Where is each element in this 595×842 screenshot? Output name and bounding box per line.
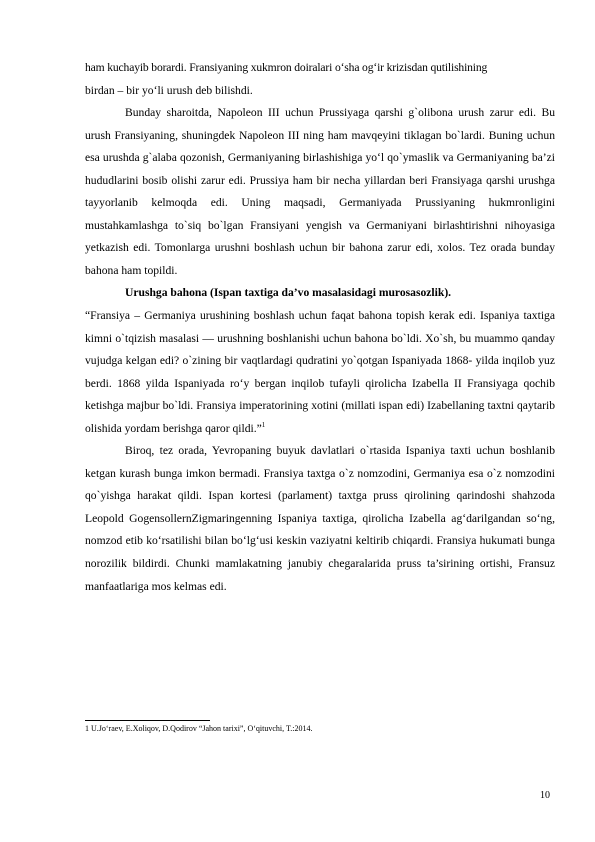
footnote: 1 U.Jo‘raev, E.Xoliqov, D.Qodirov “Jahon tarixi”, O‘qituvchi, T.:2014. (85, 724, 313, 733)
continued-line-1: ham kuchayib borardi. Fransiyaning xukmron doiralari o‘sha og‘ir krizisdan qutilishining (85, 61, 488, 74)
page-number: 10 (540, 790, 550, 801)
paragraph-3: Biroq, tez orada, Yevropaning buyuk davlatlari o`rtasida Ispaniya taxti uchun boshlanib ketgan kurash bunga imkon bermadi. Fransiya taxtga o`z nomzodini, Germaniya esa o`z nomzodini qo`yishga harakat qildi. Ispan kortesi (parlament) taxtga pruss qirolining qarindoshi shahzoda Leopold GogensollernZigmaringenning Ispaniya taxtiga, qirolicha Izabella ag‘darilgandan so‘ng, nomzod etib ko‘rsatilishi bilan bo‘lg‘usi keskin vaziyatni keltirib chiqardi. Fransiya hukumati bunga norozilik bildirdi. Chunki mamlakatning janubiy chegaralarida pruss ta’sirining ortishi, Fransuz manfaatlariga mos kelmas edi. (85, 444, 555, 593)
paragraph-2-text: “Fransiya – Germaniya urushining boshlash uchun faqat bahona topish kerak edi. Ispaniya taxtiga kimni o`tqizish masalasi — urushning boshlanishi uchun bahona bo`ldi. Xo`sh, bu muammo qanday vujudga kelgan edi? o`zining bir vaqtlardagi qudratini yo`qotgan Ispaniyada 1868- yilda inqilob yuz berdi. 1868 yilda Ispaniyada ro‘y bergan inqilob tufayli qirolicha Izabella II Fransiyaga qochib ketishga majbur bo`ldi. Fransiya imperatorining xotini (millati ispan edi) Izabellaning taxtni qaytarib olishida yordam berishga qaror qildi.” (85, 309, 555, 435)
continued-line-2: birdan – bir yo‘li urush deb bilishdi. (85, 83, 253, 97)
paragraph-1: Bunday sharoitda, Napoleon III uchun Prussiyaga qarshi g`olibona urush zarur edi. Bu urush Fransiyaning, shuningdek Napoleon III ning ham mavqeyini tiklagan bo`lardi. Buning uchun esa urushda g`alaba qozonish, Germaniyaning birlashishiga yo‘l qo`ymaslik va Germaniyaning ba’zi hududlarini bosib olishi zarur edi. Prussiya ham bir necha yillardan beri Fransiyaga qarshi urushga tayyorlanib kelmoqda edi. Uning maqsadi, Germaniyada Prussiyaning hukmronligini mustahkamlashga to`siq bo`lgan Fransiyani yengish va Germaniyani birlashtirishni nihoyasiga yetkazish edi. Tomonlarga urushni boshlash uchun bir bahona zarur edi, xolos. Tez orada bunday bahona ham topildi. (85, 106, 555, 277)
paragraph-2 (85, 305, 555, 440)
footnote-reference: 1 (261, 420, 266, 429)
body-text (85, 57, 555, 598)
footnote-divider (85, 720, 210, 721)
continued-line (85, 57, 555, 102)
section-heading: Urushga bahona (Ispan taxtiga da’vo masalasidagi murosasozlik). (125, 286, 452, 300)
